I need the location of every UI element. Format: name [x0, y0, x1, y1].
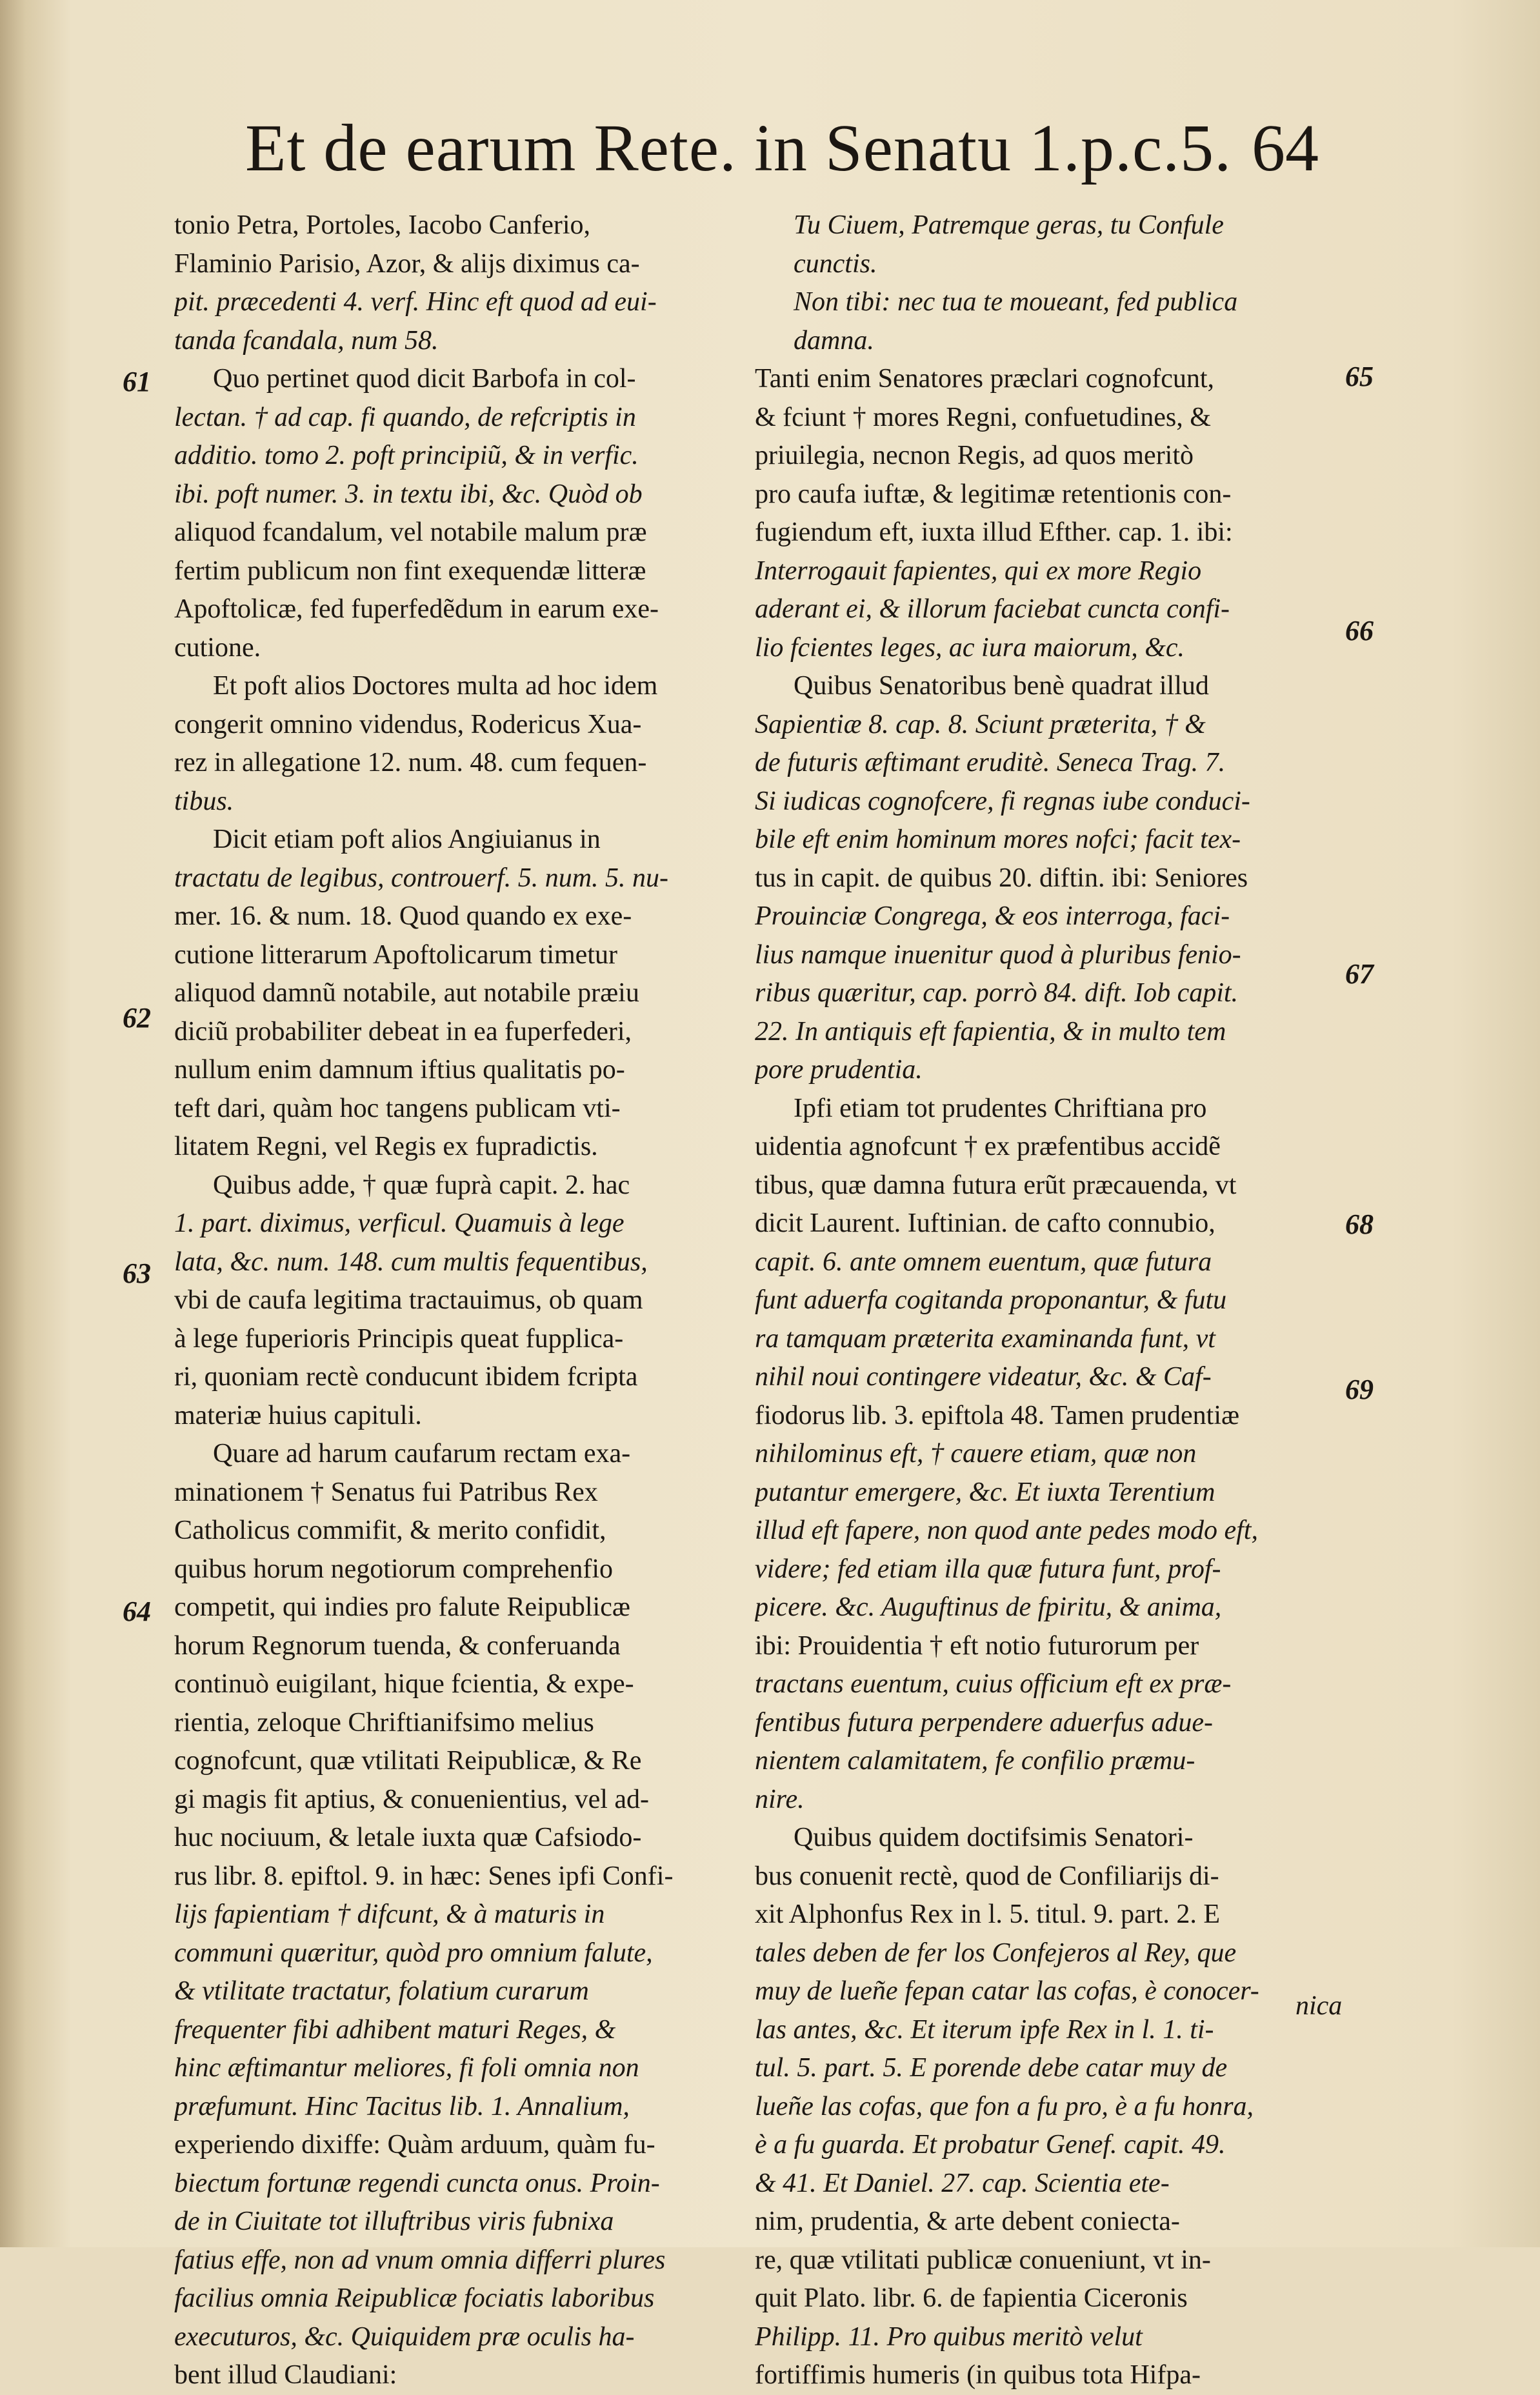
text-line: lueñe las cofas, que fon a fu pro, è a fu honra,: [755, 2091, 1254, 2121]
margin-number: 61: [123, 366, 151, 397]
text-line: 1. part. diximus, verficul. Quamuis à lege: [174, 1208, 625, 1238]
text-line: rus libr. 8. epiftol. 9. in hæc: Senes ipfi Confi-: [174, 1861, 674, 1891]
text-line: bile eft enim hominum mores nofci; facit tex-: [755, 825, 1241, 854]
text-line: bent illud Claudiani:: [174, 2360, 397, 2390]
text-line: capit. 6. ante omnem euentum, quæ futura: [755, 1247, 1212, 1277]
text-line: 22. In antiquis eft fapientia, & in multo tem: [755, 1016, 1226, 1047]
text-line: communi quæritur, quòd pro omnium falute,: [174, 1938, 653, 1968]
text-line: Flaminio Parisio, Azor, & alijs diximus ca-: [174, 248, 640, 279]
text-line: cognofcunt, quæ vtilitati Reipublicæ, & Re: [174, 1746, 642, 1776]
text-line: Quare ad harum caufarum rectam exa-: [213, 1439, 631, 1468]
text-line: cutione.: [174, 632, 261, 663]
text-line: re, quæ vtilitati publicæ conueniunt, vt in-: [755, 2245, 1211, 2275]
text-line: huc nociuum, & letale iuxta quæ Cafsiodo-: [174, 1823, 642, 1852]
text-line: Et poft alios Doctores multa ad hoc idem: [213, 671, 658, 701]
text-line: Sapientiæ 8. cap. 8. Sciunt præterita, † &: [755, 709, 1206, 739]
margin-number: 69: [1345, 1374, 1374, 1405]
text-line: Tanti enim Senatores præclari cognofcunt,: [755, 364, 1215, 394]
text-line: nullum enim damnum iftius qualitatis po-: [174, 1055, 625, 1085]
text-line: uidentia agnofcunt † ex præfentibus accidẽ: [755, 1132, 1221, 1161]
text-line: pore prudentia.: [755, 1055, 923, 1085]
text-line: tractatu de legibus, controuerf. 5. num. 5. nu-: [174, 863, 669, 893]
text-line: Non tibi: nec tua te moueant, fed publica: [794, 287, 1238, 317]
text-line: lata, &c. num. 148. cum multis fequentibus,: [174, 1247, 648, 1277]
text-line: lectan. † ad cap. fi quando, de refcriptis in: [174, 402, 636, 432]
text-line: Tu Ciuem, Patremque geras, tu Confule: [794, 210, 1224, 240]
text-line: fiodorus lib. 3. epiftola 48. Tamen prudentiæ: [755, 1400, 1239, 1430]
text-line: de in Ciuitate tot illuftribus viris fubnixa: [174, 2207, 614, 2236]
text-line: Ipfi etiam tot prudentes Chriftiana pro: [794, 1093, 1207, 1123]
text-line: putantur emergere, &c. Et iuxta Terentium: [755, 1477, 1215, 1507]
text-line: è a fu guarda. Et probatur Genef. capit. 49.: [755, 2130, 1226, 2160]
margin-number: 62: [123, 1002, 151, 1034]
text-line: de futuris æftimant eruditè. Seneca Trag. 7.: [755, 748, 1226, 777]
page-number: 64: [1252, 111, 1319, 185]
text-line: tibus, quæ damna futura erũt præcauenda, vt: [755, 1170, 1237, 1200]
text-line: præfumunt. Hinc Tacitus lib. 1. Annalium,: [174, 2091, 630, 2121]
text-line: executuros, &c. Quiquidem præ oculis ha-: [174, 2321, 635, 2352]
text-line: rez in allegatione 12. num. 48. cum fequen-: [174, 748, 647, 777]
text-line: hinc æftimantur meliores, fi foli omnia non: [174, 2053, 639, 2083]
margin-number: 68: [1345, 1208, 1374, 1240]
text-line: teft dari, quàm hoc tangens publicam vti-: [174, 1093, 621, 1123]
text-line: quibus horum negotiorum comprehenfio: [174, 1554, 614, 1584]
text-line: Quibus quidem doctifsimis Senatori-: [794, 1823, 1194, 1852]
text-line: nihilominus eft, † cauere etiam, quæ non: [755, 1439, 1197, 1468]
text-line: ra tamquam præterita examinanda funt, vt: [755, 1323, 1215, 1354]
text-line: à lege fuperioris Principis queat fupplica-: [174, 1323, 624, 1354]
text-line: cunctis.: [794, 248, 877, 279]
text-line: Quibus Senatoribus benè quadrat illud: [794, 671, 1209, 701]
text-line: aderant ei, & illorum faciebat cuncta confi-: [755, 594, 1230, 624]
text-line: & 41. Et Daniel. 27. cap. Scientia ete-: [755, 2168, 1170, 2198]
margin-number: 67: [1345, 958, 1374, 990]
text-line: ibi. poft numer. 3. in textu ibi, &c. Quòd ob: [174, 479, 643, 509]
text-line: aliquod fcandalum, vel notabile malum præ: [174, 517, 647, 547]
text-line: bus conuenit rectè, quod de Confiliarijs di-: [755, 1861, 1219, 1891]
text-line: pit. præcedenti 4. verf. Hinc eft quod ad eui-: [174, 287, 657, 317]
right-column: [755, 206, 1329, 2395]
text-line: rientia, zeloque Chriftianifsimo melius: [174, 1707, 594, 1738]
text-line: fatius effe, non ad vnum omnia differri plures: [174, 2245, 666, 2275]
text-line: nim, prudentia, & arte debent coniecta-: [755, 2207, 1180, 2236]
text-line: experiendo dixiffe: Quàm arduum, quàm fu-: [174, 2130, 655, 2160]
text-line: tus in capit. de quibus 20. diftin. ibi: Seniores: [755, 863, 1248, 893]
text-line: tales deben de fer los Confejeros al Rey, que: [755, 1938, 1237, 1968]
text-line: minationem † Senatus fui Patribus Rex: [174, 1477, 598, 1507]
text-line: vbi de caufa legitima tractauimus, ob quam: [174, 1285, 643, 1315]
text-line: nihil noui contingere videatur, &c. & Caf-: [755, 1362, 1212, 1392]
text-line: fugiendum eft, iuxta illud Efther. cap. 1. ibi:: [755, 517, 1233, 547]
text-line: tibus.: [174, 786, 234, 816]
text-line: videre; fed etiam illa quæ futura funt, prof-: [755, 1554, 1221, 1584]
text-line: ibi: Prouidentia † eft notio futurorum per: [755, 1630, 1199, 1661]
text-line: tul. 5. part. 5. E porende debe catar muy de: [755, 2053, 1228, 2083]
text-line: lius namque inuenitur quod à pluribus fenio-: [755, 939, 1241, 970]
text-line: pro caufa iuftæ, & legitimæ retentionis con-: [755, 479, 1232, 509]
text-line: Interrogauit fapientes, qui ex more Regio: [755, 556, 1202, 586]
header-title: Et de earum Rete. in Senatu 1.p.c.5.: [245, 111, 1232, 185]
text-line: tractans euentum, cuius officium eft ex præ-: [755, 1669, 1232, 1699]
text-line: lijs fapientiam † difcunt, & à maturis in: [174, 1899, 605, 1929]
text-line: damna.: [794, 325, 874, 356]
text-line: tonio Petra, Portoles, Iacobo Canferio,: [174, 210, 591, 240]
text-line: quit Plato. libr. 6. de fapientia Ciceronis: [755, 2283, 1188, 2313]
text-line: competit, qui indies pro falute Reipublicæ: [174, 1592, 630, 1622]
text-line: lio fcientes leges, ac iura maiorum, &c.: [755, 632, 1185, 663]
text-line: Si iudicas cognofcere, fi regnas iube conduci-: [755, 786, 1250, 816]
text-line: dicit Laurent. Iuftinian. de cafto connubio,: [755, 1208, 1215, 1238]
text-line: & vtilitate tractatur, folatium curarum: [174, 1976, 589, 2006]
text-line: Catholicus commifit, & merito confidit,: [174, 1516, 606, 1545]
text-line: priuilegia, necnon Regis, ad quos meritò: [755, 441, 1194, 470]
text-line: Prouinciæ Congrega, & eos interroga, faci-: [755, 901, 1230, 931]
text-line: xit Alphonfus Rex in l. 5. titul. 9. part. 2. E: [755, 1899, 1220, 1929]
text-line: additio. tomo 2. poft principiũ, & in verfic.: [174, 441, 639, 470]
text-line: continuò euigilant, hique fcientia, & expe-: [174, 1669, 634, 1699]
running-header: [245, 103, 1319, 194]
text-line: Dicit etiam poft alios Angiuianus in: [213, 825, 601, 854]
text-line: Quo pertinet quod dicit Barbofa in col-: [213, 364, 636, 394]
text-line: picere. &c. Auguftinus de fpiritu, & anima,: [755, 1592, 1222, 1622]
text-line: Philipp. 11. Pro quibus meritò velut: [755, 2321, 1143, 2352]
text-line: fentibus futura perpendere aduerfus adue-: [755, 1707, 1214, 1738]
text-line: congerit omnino videndus, Rodericus Xua-: [174, 709, 642, 739]
text-line: nientem calamitatem, fe confilio præmu-: [755, 1746, 1195, 1776]
text-line: materiæ huius capituli.: [174, 1400, 422, 1430]
text-line: Apoftolicæ, fed fuperfedẽdum in earum exe-: [174, 594, 659, 624]
text-line: facilius omnia Reipublicæ fociatis laboribus: [174, 2283, 655, 2313]
text-line: nire.: [755, 1784, 805, 1814]
text-line: biectum fortunæ regendi cuncta onus. Proin-: [174, 2168, 660, 2198]
text-line: gi magis fit aptius, & conuenientius, vel ad-: [174, 1784, 650, 1814]
text-line: funt aduerfa cogitanda proponantur, & futu: [755, 1285, 1227, 1315]
text-line: litatem Regni, vel Regis ex fupradictis.: [174, 1132, 598, 1161]
text-line: muy de lueñe fepan catar las cofas, è conocer-: [755, 1976, 1259, 2006]
text-line: tanda fcandala, num 58.: [174, 325, 439, 356]
text-line: cutione litterarum Apoftolicarum timetur: [174, 939, 617, 970]
text-line: & fciunt † mores Regni, confuetudines, &: [755, 402, 1211, 432]
text-line: aliquod damnũ notabile, aut notabile præiu: [174, 978, 639, 1008]
text-line: diciũ probabiliter debeat in ea fuperfederi,: [174, 1016, 632, 1047]
text-line: fertim publicum non fint exequendæ litteræ: [174, 556, 646, 586]
text-line: ribus quæritur, cap. porrò 84. dift. Iob capit.: [755, 978, 1239, 1008]
margin-number: 65: [1345, 361, 1374, 392]
text-line: ri, quoniam rectè conducunt ibidem fcripta: [174, 1362, 638, 1392]
text-line: Quibus adde, † quæ fuprà capit. 2. hac: [213, 1170, 630, 1200]
text-line: horum Regnorum tuenda, & conferuanda: [174, 1630, 621, 1661]
margin-number: 66: [1345, 615, 1374, 646]
text-line: illud eft fapere, non quod ante pedes modo eft,: [755, 1516, 1258, 1545]
left-column: [174, 206, 742, 2395]
text-line: fortiffimis humeris (in quibus tota Hifpa-: [755, 2360, 1201, 2390]
text-line: mer. 16. & num. 18. Quod quando ex exe-: [174, 901, 632, 931]
margin-number: 63: [123, 1258, 151, 1289]
text-line: frequenter fibi adhibent maturi Reges, &: [174, 2014, 616, 2045]
text-line: las antes, &c. Et iterum ipfe Rex in l. 1. ti-: [755, 2014, 1214, 2045]
margin-number: 64: [123, 1596, 151, 1627]
catchword: nica: [1295, 1991, 1343, 2021]
